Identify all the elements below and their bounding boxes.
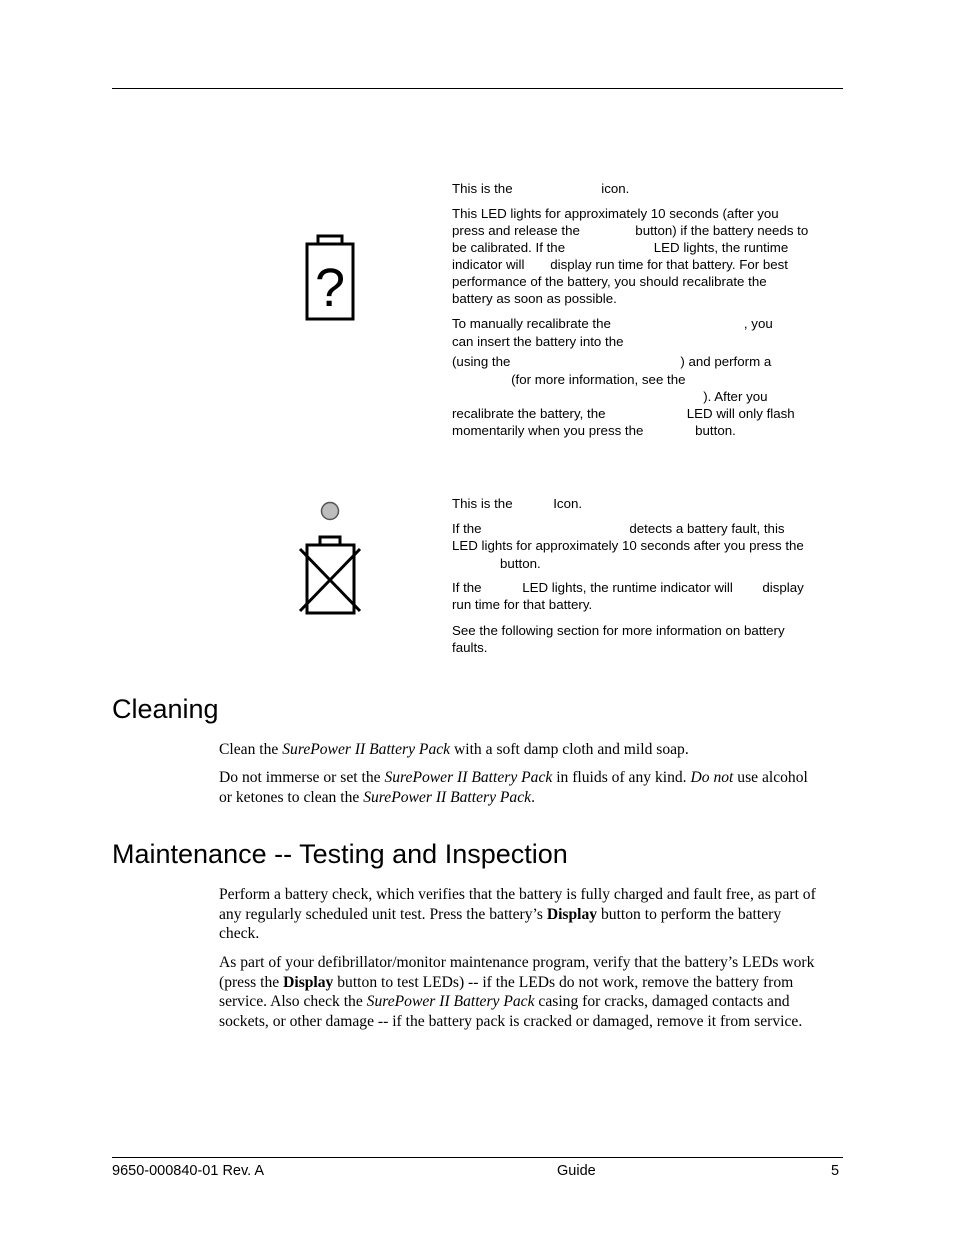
text-line: LED lights for approximately 10 seconds after you press the [452,538,804,553]
text-line: See the following section for more information on battery [452,623,785,638]
maintenance-heading: Maintenance -- Testing and Inspection [112,839,568,869]
fault-icon-intro: This is the Icon. [452,496,583,511]
text-line: (press the Display button to test LEDs) -- if the LEDs do not work, remove the battery from [219,974,794,991]
text-line: run time for that battery. [452,597,593,612]
text-line: press and release the button) if the battery needs to [452,223,809,238]
text-line: If the LED lights, the runtime indicator will display [452,580,804,595]
text-line: or ketones to clean the SurePower II Battery Pack. [219,789,535,806]
battery-fault-icon [296,497,366,623]
text-line: be calibrated. If the LED lights, the runtime [452,240,789,255]
text-line: service. Also check the SurePower II Battery Pack casing for cracks, damaged contacts and [219,993,790,1010]
header-rule [112,88,843,89]
footer-center: Guide [557,1163,596,1179]
text-line: performance of the battery, you should recalibrate the [452,274,767,289]
svg-text:?: ? [314,258,346,318]
text-line: (using the ) and perform a [452,354,772,369]
text-line: Clean the SurePower II Battery Pack with a soft damp cloth and mild soap. [219,741,689,758]
text-line: recalibrate the battery, the LED will only flash [452,406,795,421]
text-line: Perform a battery check, which verifies that the battery is fully charged and fault free, as part of [219,886,816,903]
footer-doc-number: 9650-000840-01 Rev. A [112,1163,265,1179]
text-line: This LED lights for approximately 10 seconds (after you [452,206,779,221]
text-line: Do not immerse or set the SurePower II Battery Pack in fluids of any kind. Do not use alcohol [219,769,808,786]
text-line: battery as soon as possible. [452,291,617,306]
text-line: any regularly scheduled unit test. Press the battery’s Display button to perform the battery [219,906,782,923]
text-line: indicator will display run time for that battery. For best [452,257,788,272]
text-line: momentarily when you press the button. [452,423,736,438]
text-line: As part of your defibrillator/monitor maintenance program, verify that the battery’s LEDs work [219,954,815,971]
text-line: ). After you [452,389,768,404]
text-line: If the detects a battery fault, this [452,521,785,536]
text-line: can insert the battery into the [452,334,624,349]
calibration-icon-intro: This is the icon. [452,181,630,196]
footer-rule [112,1157,843,1158]
text-line: To manually recalibrate the , you [452,316,773,331]
text-line: button. [452,556,541,571]
text-line: (for more information, see the [452,372,686,387]
text-line: faults. [452,640,488,655]
page-number: 5 [831,1163,840,1179]
text-line: sockets, or other damage -- if the battery pack is cracked or damaged, remove it from service. [219,1013,803,1030]
text-line: check. [219,925,260,942]
battery-calibration-icon [300,232,362,324]
cleaning-heading: Cleaning [112,694,219,724]
